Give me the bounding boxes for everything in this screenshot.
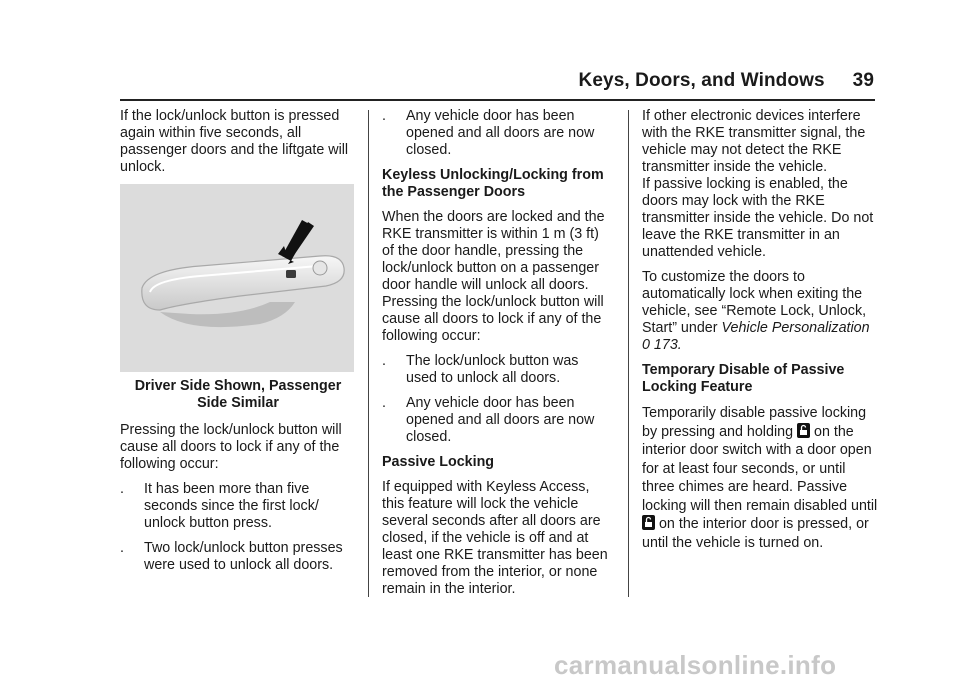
column-1 xyxy=(120,108,356,582)
paragraph: To customize the doors to automatically lock when exiting the vehicle, see “Remote Lock, Unlock, Start” under Vehicle Personalization 0 173. xyxy=(642,269,870,353)
watermark: carmanualsonline.info xyxy=(554,650,837,680)
figure-caption: Driver Side Shown, Passenger Side Similar xyxy=(134,378,342,411)
unlock-icon xyxy=(797,423,810,438)
list-item: . Two lock/unlock button presses were used to unlock all doors. xyxy=(120,540,343,573)
section-title: Keys, Doors, and Windows xyxy=(578,70,825,91)
paragraph: If equipped with Keyless Access, this feature will lock the vehicle several seconds after all doors are closed, if the vehicle is off and at least one RKE transmitter has been removed from the interior, or none remain in the interior. xyxy=(382,479,608,597)
paragraph: If other electronic devices interfere with the RKE transmitter signal, the vehicle may not detect the RKE transmitter inside the vehicle. xyxy=(642,108,866,175)
section-heading: Keyless Unlocking/Locking from the Passenger Doors xyxy=(382,167,604,200)
paragraph: Pressing the lock/unlock button will cause all doors to lock if any of the following occur: xyxy=(120,422,342,472)
door-handle-illustration xyxy=(120,184,354,372)
section-heading: Temporary Disable of Passive Locking Feature xyxy=(642,362,845,395)
paragraph: When the doors are locked and the RKE transmitter is within 1 m (3 ft) of the door handle, pressing the lock/unlock button on a passenger door handle will unlock all doors. Pressing the lock/unlock button will cause all doors to lock if any of the following occur: xyxy=(382,209,605,344)
page-header xyxy=(579,70,874,92)
paragraph: If the lock/unlock button is pressed again within five seconds, all passenger doors and the liftgate will unlock. xyxy=(120,108,349,175)
column-2 xyxy=(382,108,608,606)
section-heading: Passive Locking xyxy=(382,454,495,470)
list-item: . Any vehicle door has been opened and all doors are now closed. xyxy=(382,395,595,445)
list-item: . Any vehicle door has been opened and all doors are now closed. xyxy=(382,108,595,158)
paragraph: If passive locking is enabled, the doors may lock with the RKE transmitter inside the vehicle. Do not leave the RKE transmitter in an unattended vehicle. xyxy=(642,176,874,260)
paragraph: Temporarily disable passive locking by pressing and holding on the interior door switch with a door open for at least four seconds, or until three chimes are heard. Passive locking will then remain disabled until on the interior door is pressed, or until the vehicle is turned on. xyxy=(642,405,878,551)
page-reference[interactable]: 0 173. xyxy=(642,337,682,353)
column-divider xyxy=(368,110,369,597)
header-rule xyxy=(120,99,875,101)
page-number: 39 xyxy=(852,70,874,91)
list-item: . The lock/unlock button was used to unlock all doors. xyxy=(382,353,579,386)
list-item: . It has been more than five seconds since the first lock/ unlock button press. xyxy=(120,481,319,531)
column-divider xyxy=(628,110,629,597)
cross-reference[interactable]: Vehicle Personalization xyxy=(721,320,870,336)
unlock-icon xyxy=(642,515,655,530)
column-3 xyxy=(642,108,878,560)
